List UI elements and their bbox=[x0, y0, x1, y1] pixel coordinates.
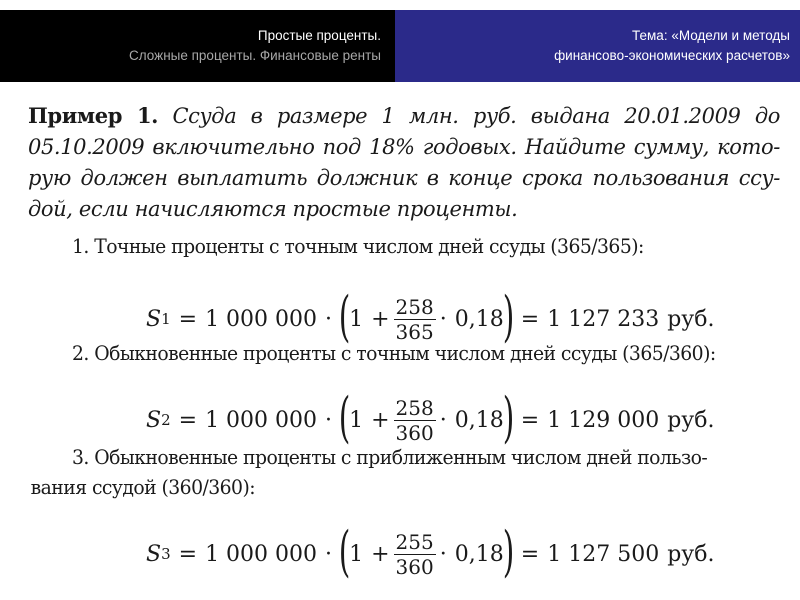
formula-2-rparen: ) bbox=[502, 386, 515, 449]
formula-3-fraction bbox=[394, 531, 436, 578]
case-3-heading bbox=[30, 442, 739, 502]
formula-1-unit: руб. bbox=[667, 306, 715, 332]
formula-1-days: 258 bbox=[395, 294, 434, 319]
formula-1-dot: · bbox=[325, 306, 333, 332]
formula-1-plus: + bbox=[371, 306, 390, 332]
formula-2-index: 2 bbox=[161, 411, 171, 429]
case-3-heading-line2: вания ссудой (360/360): bbox=[30, 475, 255, 499]
example-label: Пример 1. bbox=[28, 103, 159, 128]
formula-2-one: 1 bbox=[349, 407, 364, 433]
header-section-line1: Простые проценты. bbox=[257, 28, 381, 43]
formula-1-result: 1 127 233 bbox=[547, 306, 660, 332]
formula-3 bbox=[146, 519, 714, 589]
formula-2-days: 258 bbox=[395, 395, 434, 420]
header-topic bbox=[395, 10, 800, 82]
header-section-line2: Сложные проценты. Финансовые ренты bbox=[129, 48, 381, 63]
example-line-2: 05.10.2009 включительно под 18% годовых. Найдите сумму, кото- bbox=[28, 135, 780, 159]
formula-3-days: 255 bbox=[395, 529, 434, 554]
formula-1-principal: 1 000 000 bbox=[205, 306, 318, 332]
formula-1-dot2: · bbox=[439, 306, 447, 332]
header-section-title bbox=[0, 10, 395, 82]
formula-2-base: 360 bbox=[395, 420, 434, 445]
formula-3-dot: · bbox=[325, 541, 333, 567]
formula-1-eq: = bbox=[178, 306, 198, 332]
example-line-1 bbox=[28, 100, 780, 132]
formula-1-one: 1 bbox=[349, 306, 364, 332]
header-topic-line1: Тема: «Модели и методы bbox=[632, 28, 790, 43]
header-topic-line2: финансово-экономических расчетов» bbox=[554, 48, 790, 63]
slide-header bbox=[0, 0, 800, 82]
formula-3-rate: 0,18 bbox=[454, 541, 504, 567]
formula-2-dot2: · bbox=[439, 407, 447, 433]
formula-1-var: S bbox=[146, 306, 162, 332]
formula-3-rparen: ) bbox=[502, 520, 515, 583]
example-line-4: дой, если начисляются простые проценты. bbox=[28, 197, 518, 221]
example-statement bbox=[28, 100, 780, 225]
formula-1-base: 365 bbox=[395, 319, 434, 344]
formula-1-eq2: = bbox=[520, 306, 540, 332]
formula-2-eq: = bbox=[178, 407, 198, 433]
formula-1-rate: 0,18 bbox=[454, 306, 504, 332]
case-3-heading-line1: 3. Обыкновенные проценты с приближенным числом дней пользо- bbox=[72, 445, 708, 469]
formula-2-principal: 1 000 000 bbox=[205, 407, 318, 433]
formula-1-rparen: ) bbox=[502, 285, 515, 348]
formula-2-lparen: ( bbox=[338, 386, 351, 449]
formula-1-index: 1 bbox=[161, 310, 171, 328]
formula-2-result: 1 129 000 bbox=[547, 407, 660, 433]
formula-3-principal: 1 000 000 bbox=[205, 541, 318, 567]
formula-3-eq: = bbox=[178, 541, 198, 567]
formula-1-fraction bbox=[394, 296, 436, 343]
formula-2-dot: · bbox=[325, 407, 333, 433]
formula-3-result: 1 127 500 bbox=[547, 541, 660, 567]
formula-2-rate: 0,18 bbox=[454, 407, 504, 433]
formula-3-plus: + bbox=[371, 541, 390, 567]
formula-2-fraction bbox=[394, 397, 436, 444]
slide-content bbox=[0, 82, 800, 600]
formula-3-one: 1 bbox=[349, 541, 364, 567]
formula-3-dot2: · bbox=[439, 541, 447, 567]
formula-3-base: 360 bbox=[395, 554, 434, 579]
example-line-3: рую должен выплатить должник в конце срока пользования ссу- bbox=[28, 166, 780, 190]
formula-2-var: S bbox=[146, 407, 162, 433]
formula-3-index: 3 bbox=[161, 545, 171, 563]
formula-2-unit: руб. bbox=[667, 407, 715, 433]
formula-3-var: S bbox=[146, 541, 162, 567]
formula-3-unit: руб. bbox=[667, 541, 715, 567]
formula-2-plus: + bbox=[371, 407, 390, 433]
case-2-heading: 2. Обыкновенные проценты с точным числом дней ссуды (365/360): bbox=[72, 341, 716, 365]
formula-3-lparen: ( bbox=[338, 520, 351, 583]
formula-3-eq2: = bbox=[520, 541, 540, 567]
formula-1-lparen: ( bbox=[338, 285, 351, 348]
formula-2-eq2: = bbox=[520, 407, 540, 433]
example-line-1-text: Ссуда в размере 1 млн. руб. выдана 20.01.2009 до bbox=[172, 104, 781, 128]
case-1-heading: 1. Точные проценты с точным числом дней ссуды (365/365): bbox=[72, 234, 644, 258]
